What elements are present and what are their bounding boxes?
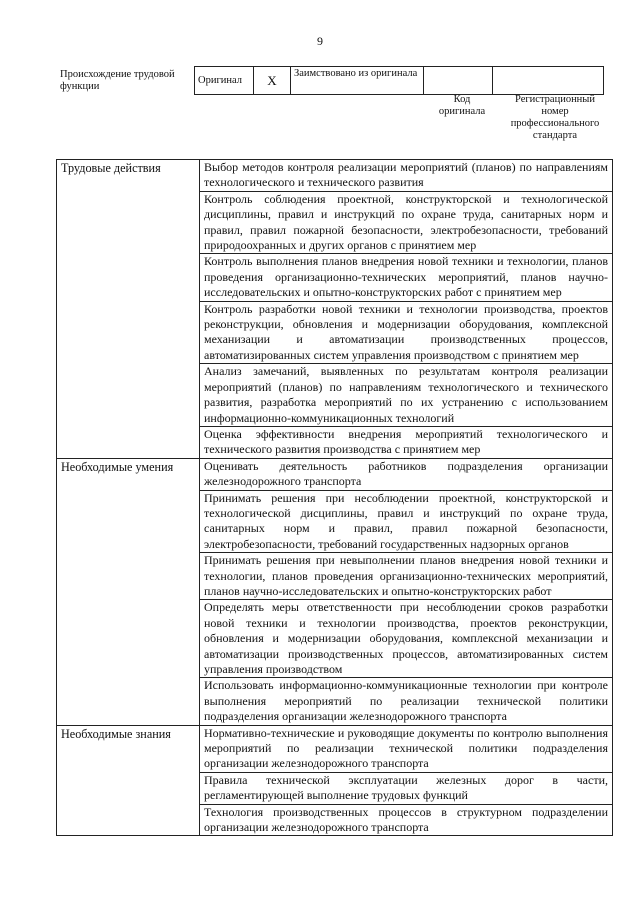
section-item: Оценивать деятельность работников подразделения организации железнодорожного транспорта [200,458,613,490]
section-label: Необходимые умения [57,458,200,725]
page-number: 9 [317,34,323,48]
section-item: Контроль разработки новой техники и технологии производства, проектов реконструкции, обновления и модернизации оборудования, комплексной механизации и автоматизации производственных процессов, автоматизированных систем управления производством с принятием мер [200,301,613,364]
section-item: Контроль выполнения планов внедрения новой техники и технологии, планов проведения организационно-технических мероприятий, планов научно-исследовательских и опытно-конструкторских работ с принятием мер [200,254,613,301]
section-item: Выбор методов контроля реализации мероприятий (планов) по направлениям технологического и технического развития [200,160,613,192]
section-item: Оценка эффективности внедрения мероприятий технологического и технического развития производства с принятием мер [200,426,613,458]
original-cell: Оригинал [195,67,254,95]
section-item: Технология производственных процессов в структурном подразделении организации железнодорожного транспорта [200,804,613,836]
section-item: Анализ замечаний, выявленных по результатам контроля реализации мероприятий (планов) по направлениям технологического и технического развития, разработка мероприятий по их устранению с использованием информационно-коммуникационных технологий [200,364,613,427]
origin-table [194,66,604,95]
section-label: Необходимые знания [57,725,200,836]
section-item: Принимать решения при несоблюдении проектной, конструкторской и технологической дисциплины, правил и инструкций по охране труда, санитарных норм и правил, правил пожарной безопасности, электробезопасности, требований государственных надзорных органов [200,490,613,553]
section-item: Нормативно-технические и руководящие документы по контролю выполнения мероприятий по реализации технической политики подразделения организации железнодорожного транспорта [200,725,613,772]
borrowed-cell: Заимствовано из оригинала [291,67,424,95]
original-mark: X [254,67,291,95]
section-item: Контроль соблюдения проектной, конструкторской и технологической дисциплины, правил и инструкций по охране труда, санитарных норм и правил, правил пожарной безопасности, электробезопасности, требований природоохранных и других органов с принятием мер [200,191,613,254]
table-row [57,160,613,192]
code-caption: Код оригинала [438,94,486,117]
registration-number-cell [493,67,604,95]
registration-caption: Регистрационный номер профессионального стандарта [510,94,600,141]
section-label: Трудовые действия [57,160,200,459]
origin-label: Происхождение трудовой функции [60,69,175,92]
section-item: Принимать решения при невыполнении планов внедрения новой техники и технологии, планов проведения организационно-технических мероприятий, планов научно-исследовательских и опытно-конструкторских работ [200,553,613,600]
table-row [57,458,613,490]
section-item: Использовать информационно-коммуникационные технологии при контроле выполнения мероприятий по реализации технической политики подразделения организации железнодорожного транспорта [200,678,613,725]
table-row [57,725,613,772]
section-item: Правила технической эксплуатации железных дорог в части, регламентирующей выполнение трудовых функций [200,772,613,804]
section-item: Определять меры ответственности при несоблюдении сроков разработки новой техники и технологии производства, проектов реконструкции, обновления и модернизации оборудования, комплексной механизации и автоматизации производственных процессов, автоматизированных систем управления производством [200,600,613,678]
labor-function-table [56,159,613,836]
code-cell [424,67,493,95]
